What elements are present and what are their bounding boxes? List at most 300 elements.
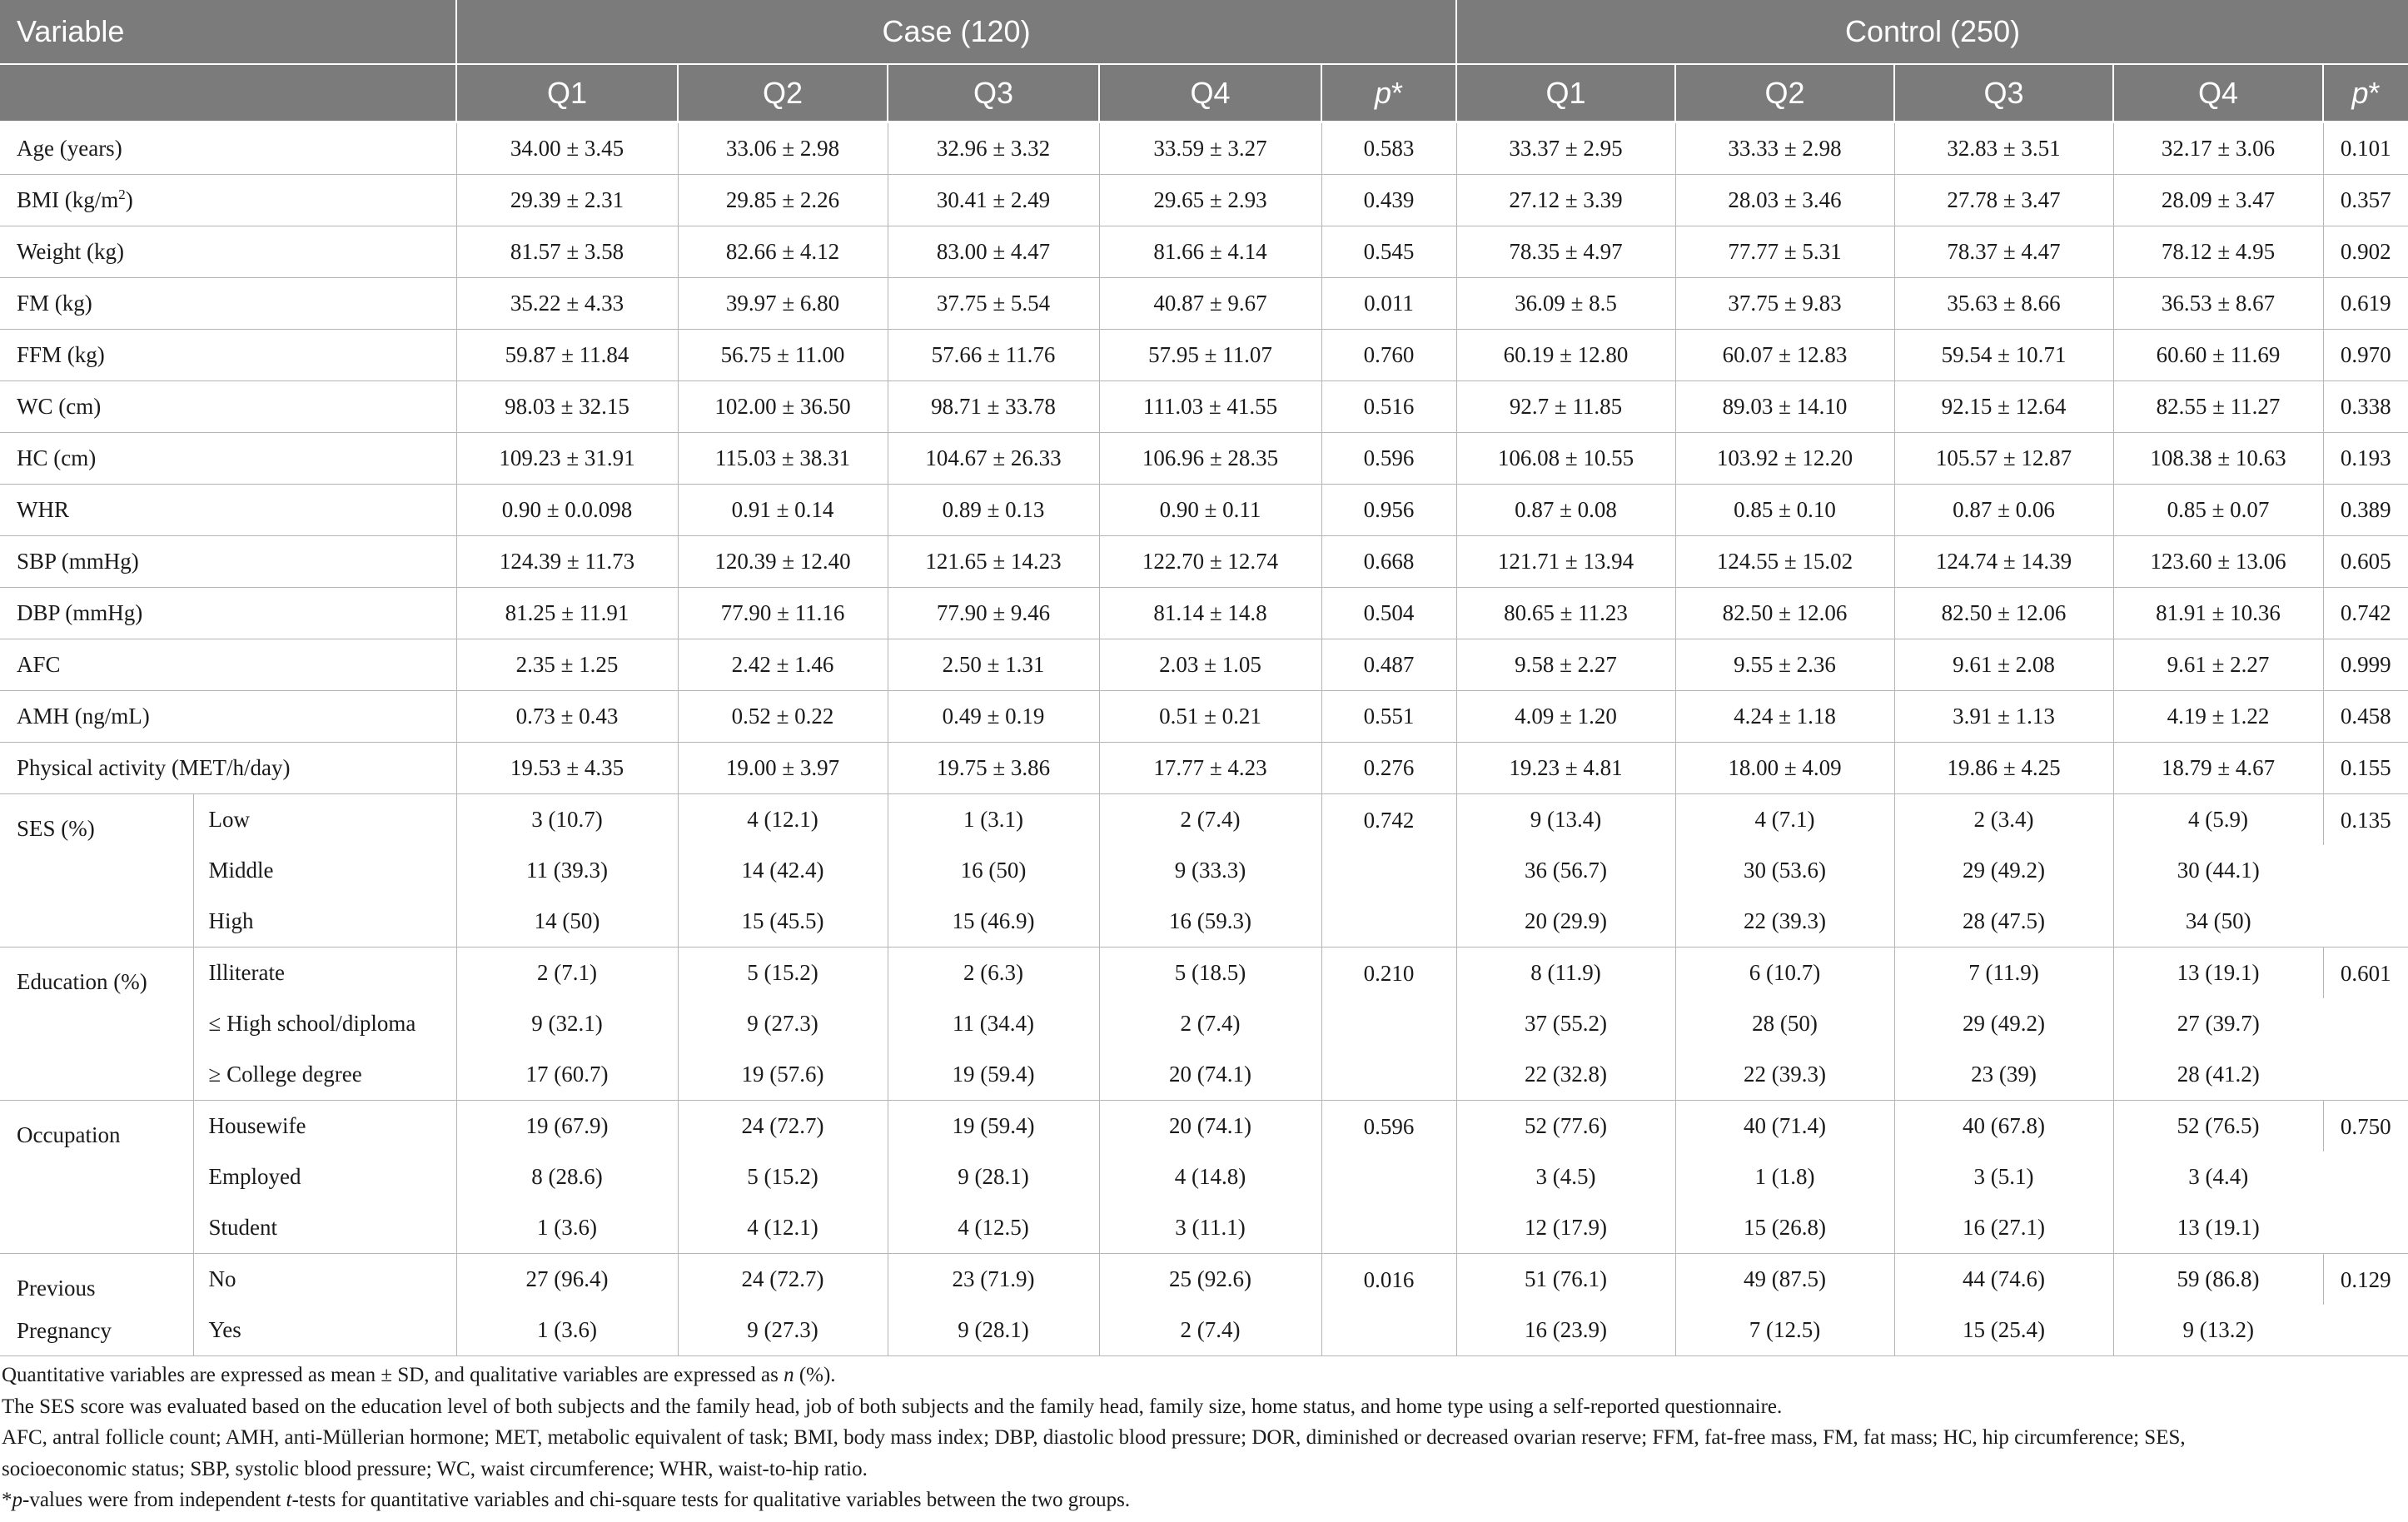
case-q1-cell: 27 (96.4) (456, 1254, 678, 1306)
control-q2-cell: 0.85 ± 0.10 (1675, 485, 1894, 536)
control-p-cell: 0.999 (2323, 639, 2408, 691)
table-row (0, 691, 2408, 743)
control-q1-cell: 121.71 ± 13.94 (1456, 536, 1675, 588)
case-q4-cell: 2.03 ± 1.05 (1099, 639, 1321, 691)
control-p-cell: 0.129 (2323, 1254, 2408, 1356)
header-row-groups (0, 0, 2408, 64)
footnote-1: Quantitative variables are expressed as mean ± SD, and qualitative variables are expressed as n (%). (2, 1364, 836, 1386)
case-p-cell: 0.742 (1321, 794, 1456, 948)
control-q4-cell: 4 (5.9) (2113, 794, 2323, 846)
group-label: Previous Pregnancy (0, 1254, 193, 1356)
table-row (0, 1202, 2408, 1254)
row-label: HC (cm) (0, 433, 456, 485)
group-label: Occupation (0, 1101, 193, 1254)
case-q1-cell: 34.00 ± 3.45 (456, 122, 678, 175)
control-q3-cell: 3.91 ± 1.13 (1894, 691, 2113, 743)
control-q3-cell: 124.74 ± 14.39 (1894, 536, 2113, 588)
control-q4-cell: 32.17 ± 3.06 (2113, 122, 2323, 175)
table-row (0, 485, 2408, 536)
sub-label: Employed (193, 1151, 456, 1202)
control-q1-cell: 60.19 ± 12.80 (1456, 330, 1675, 381)
control-p-cell: 0.101 (2323, 122, 2408, 175)
control-q3-cell: 29 (49.2) (1894, 845, 2113, 896)
header-control-p: p* (2323, 64, 2408, 122)
case-q1-cell: 0.73 ± 0.43 (456, 691, 678, 743)
case-q2-cell: 5 (15.2) (678, 948, 888, 999)
case-p-cell: 0.583 (1321, 122, 1456, 175)
control-q4-cell: 9 (13.2) (2113, 1305, 2323, 1356)
row-label: AFC (0, 639, 456, 691)
control-q3-cell: 29 (49.2) (1894, 998, 2113, 1049)
case-q2-cell: 15 (45.5) (678, 896, 888, 948)
header-case-p: p* (1321, 64, 1456, 122)
case-q3-cell: 4 (12.5) (888, 1202, 1099, 1254)
case-q3-cell: 30.41 ± 2.49 (888, 175, 1099, 226)
control-p-cell: 0.742 (2323, 588, 2408, 639)
control-q3-cell: 92.15 ± 12.64 (1894, 381, 2113, 433)
case-q3-cell: 16 (50) (888, 845, 1099, 896)
case-q3-cell: 19.75 ± 3.86 (888, 743, 1099, 794)
control-q1-cell: 8 (11.9) (1456, 948, 1675, 999)
control-q3-cell: 0.87 ± 0.06 (1894, 485, 2113, 536)
table-row (0, 948, 2408, 999)
case-p-cell: 0.956 (1321, 485, 1456, 536)
case-q4-cell: 20 (74.1) (1099, 1101, 1321, 1152)
table-row (0, 330, 2408, 381)
control-q2-cell: 1 (1.8) (1675, 1151, 1894, 1202)
case-q4-cell: 20 (74.1) (1099, 1049, 1321, 1101)
table-row (0, 175, 2408, 226)
control-q4-cell: 81.91 ± 10.36 (2113, 588, 2323, 639)
control-q2-cell: 6 (10.7) (1675, 948, 1894, 999)
case-q1-cell: 3 (10.7) (456, 794, 678, 846)
case-p-cell: 0.439 (1321, 175, 1456, 226)
row-label: SBP (mmHg) (0, 536, 456, 588)
control-p-cell: 0.605 (2323, 536, 2408, 588)
case-q1-cell: 35.22 ± 4.33 (456, 278, 678, 330)
case-q3-cell: 104.67 ± 26.33 (888, 433, 1099, 485)
sub-label: High (193, 896, 456, 948)
table-row (0, 1254, 2408, 1306)
case-q2-cell: 5 (15.2) (678, 1151, 888, 1202)
case-q4-cell: 40.87 ± 9.67 (1099, 278, 1321, 330)
case-p-cell: 0.504 (1321, 588, 1456, 639)
control-q3-cell: 15 (25.4) (1894, 1305, 2113, 1356)
control-q1-cell: 12 (17.9) (1456, 1202, 1675, 1254)
case-q2-cell: 120.39 ± 12.40 (678, 536, 888, 588)
case-q4-cell: 16 (59.3) (1099, 896, 1321, 948)
control-q4-cell: 30 (44.1) (2177, 858, 2260, 883)
control-q1-cell: 3 (4.5) (1456, 1151, 1675, 1202)
group-label: Education (%) (0, 948, 193, 1101)
case-q2-cell: 82.66 ± 4.12 (678, 226, 888, 278)
control-q3-cell: 16 (27.1) (1894, 1202, 2113, 1254)
sub-label: Student (193, 1202, 456, 1254)
control-q3-cell: 35.63 ± 8.66 (1894, 278, 2113, 330)
case-p-cell: 0.551 (1321, 691, 1456, 743)
control-q4-cell: 9.61 ± 2.27 (2113, 639, 2323, 691)
case-q2-cell: 19 (57.6) (678, 1049, 888, 1101)
control-q4-cell: 52 (76.5) (2113, 1101, 2323, 1152)
control-q1-cell: 27.12 ± 3.39 (1456, 175, 1675, 226)
row-label: FM (kg) (0, 278, 456, 330)
control-q2-cell: 28.03 ± 3.46 (1675, 175, 1894, 226)
control-q4-cell: 108.38 ± 10.63 (2113, 433, 2323, 485)
case-q4-cell: 111.03 ± 41.55 (1099, 381, 1321, 433)
header-case-q1: Q1 (456, 64, 678, 122)
control-q3-cell: 3 (5.1) (1894, 1151, 2113, 1202)
header-row-quartiles (0, 64, 2408, 122)
case-q3-cell: 57.66 ± 11.76 (888, 330, 1099, 381)
case-q1-cell: 98.03 ± 32.15 (456, 381, 678, 433)
case-q1-cell: 1 (3.6) (456, 1202, 678, 1254)
case-p-cell: 0.596 (1321, 1101, 1456, 1254)
control-q1-cell: 106.08 ± 10.55 (1456, 433, 1675, 485)
control-q2-cell: 22 (39.3) (1675, 896, 1894, 948)
case-q1-cell: 59.87 ± 11.84 (456, 330, 678, 381)
sub-label: Housewife (193, 1101, 456, 1152)
control-q1-cell: 4.09 ± 1.20 (1456, 691, 1675, 743)
case-q3-cell: 9 (28.1) (888, 1305, 1099, 1356)
control-q1-cell: 0.87 ± 0.08 (1456, 485, 1675, 536)
table-body (0, 122, 2408, 1356)
case-q2-cell: 24 (72.7) (678, 1254, 888, 1306)
control-p-cell: 0.193 (2323, 433, 2408, 485)
control-q1-cell: 80.65 ± 11.23 (1456, 588, 1675, 639)
control-q1-cell: 9 (13.4) (1456, 794, 1675, 846)
control-q1-cell: 19.23 ± 4.81 (1456, 743, 1675, 794)
case-q1-cell: 17 (60.7) (456, 1049, 678, 1101)
case-q4-cell: 57.95 ± 11.07 (1099, 330, 1321, 381)
row-label: FFM (kg) (0, 330, 456, 381)
row-label: WHR (0, 485, 456, 536)
control-q1-cell: 16 (23.9) (1456, 1305, 1675, 1356)
control-q4-cell: 27 (39.7) (2177, 1011, 2260, 1036)
table-row (0, 896, 2408, 948)
control-q3-cell: 9.61 ± 2.08 (1894, 639, 2113, 691)
header-case-q2: Q2 (678, 64, 888, 122)
case-p-cell: 0.516 (1321, 381, 1456, 433)
sub-label: No (193, 1254, 456, 1306)
table-row (0, 998, 2408, 1049)
case-q2-cell: 39.97 ± 6.80 (678, 278, 888, 330)
control-q1-cell: 36 (56.7) (1456, 845, 1675, 896)
case-q1-cell: 19 (67.9) (456, 1101, 678, 1152)
header-case-q3: Q3 (888, 64, 1099, 122)
control-q3-cell: 32.83 ± 3.51 (1894, 122, 2113, 175)
control-q1-cell: 78.35 ± 4.97 (1456, 226, 1675, 278)
header-control-q3: Q3 (1894, 64, 2113, 122)
control-q3-cell: 44 (74.6) (1894, 1254, 2113, 1306)
control-q3-cell: 82.50 ± 12.06 (1894, 588, 2113, 639)
case-q2-cell: 0.91 ± 0.14 (678, 485, 888, 536)
case-q3-cell: 77.90 ± 9.46 (888, 588, 1099, 639)
control-q4-cell: 0.85 ± 0.07 (2113, 485, 2323, 536)
control-q2-cell: 22 (39.3) (1675, 1049, 1894, 1101)
case-q1-cell: 0.90 ± 0.0.098 (456, 485, 678, 536)
footnote-4: socioeconomic status; SBP, systolic blood pressure; WC, waist circumference; WHR, waist-to-hip ratio. (2, 1457, 868, 1480)
case-q1-cell: 9 (32.1) (456, 998, 678, 1049)
case-q1-cell: 2.35 ± 1.25 (456, 639, 678, 691)
case-q3-cell: 37.75 ± 5.54 (888, 278, 1099, 330)
case-q1-cell: 11 (39.3) (456, 845, 678, 896)
case-q1-cell: 8 (28.6) (456, 1151, 678, 1202)
case-p-cell: 0.545 (1321, 226, 1456, 278)
control-q4-cell: 59 (86.8) (2113, 1254, 2323, 1306)
sub-label: Middle (193, 845, 456, 896)
control-q3-cell: 23 (39) (1894, 1049, 2113, 1101)
case-q4-cell: 0.51 ± 0.21 (1099, 691, 1321, 743)
control-q3-cell: 7 (11.9) (1894, 948, 2113, 999)
control-q1-cell: 52 (77.6) (1456, 1101, 1675, 1152)
control-q2-cell: 9.55 ± 2.36 (1675, 639, 1894, 691)
table-row (0, 122, 2408, 175)
case-q3-cell: 15 (46.9) (888, 896, 1099, 948)
case-q4-cell: 2 (7.4) (1099, 998, 1321, 1049)
case-q4-cell: 4 (14.8) (1099, 1151, 1321, 1202)
case-q4-cell: 5 (18.5) (1099, 948, 1321, 999)
header-blank (0, 64, 456, 122)
control-q1-cell: 9.58 ± 2.27 (1456, 639, 1675, 691)
case-q3-cell: 32.96 ± 3.32 (888, 122, 1099, 175)
table-row (0, 536, 2408, 588)
row-label: Weight (kg) (0, 226, 456, 278)
case-q2-cell: 4 (12.1) (678, 1202, 888, 1254)
case-q3-cell: 121.65 ± 14.23 (888, 536, 1099, 588)
row-label: DBP (mmHg) (0, 588, 456, 639)
case-q2-cell: 0.52 ± 0.22 (678, 691, 888, 743)
control-q4-cell: 34 (50) (2113, 896, 2323, 948)
case-p-cell: 0.596 (1321, 433, 1456, 485)
case-q3-cell: 98.71 ± 33.78 (888, 381, 1099, 433)
control-q2-cell: 49 (87.5) (1675, 1254, 1894, 1306)
control-q4-cell: 78.12 ± 4.95 (2113, 226, 2323, 278)
table-row (0, 1305, 2408, 1356)
case-q4-cell: 25 (92.6) (1099, 1254, 1321, 1306)
header-control-q2: Q2 (1675, 64, 1894, 122)
case-q4-cell: 9 (33.3) (1099, 845, 1321, 896)
case-q4-cell: 2 (7.4) (1099, 1305, 1321, 1356)
case-q3-cell: 9 (28.1) (888, 1151, 1099, 1202)
case-p-cell: 0.760 (1321, 330, 1456, 381)
control-q2-cell: 15 (26.8) (1675, 1202, 1894, 1254)
control-q4-cell: 3 (4.4) (2188, 1164, 2249, 1189)
control-q2-cell: 40 (71.4) (1675, 1101, 1894, 1152)
case-q1-cell: 14 (50) (456, 896, 678, 948)
case-q2-cell: 19.00 ± 3.97 (678, 743, 888, 794)
control-p-cell: 0.902 (2323, 226, 2408, 278)
control-q2-cell: 82.50 ± 12.06 (1675, 588, 1894, 639)
control-p-cell: 0.389 (2323, 485, 2408, 536)
sub-label: Yes (193, 1305, 456, 1356)
control-q1-cell: 37 (55.2) (1456, 998, 1675, 1049)
control-q1-cell: 22 (32.8) (1456, 1049, 1675, 1101)
control-q2-cell: 4.24 ± 1.18 (1675, 691, 1894, 743)
control-q4-cell: 18.79 ± 4.67 (2113, 743, 2323, 794)
header-control-q4: Q4 (2113, 64, 2323, 122)
control-p-cell: 0.155 (2323, 743, 2408, 794)
case-p-cell: 0.668 (1321, 536, 1456, 588)
table-row (0, 278, 2408, 330)
control-p-cell: 0.970 (2323, 330, 2408, 381)
footnotes (0, 1356, 2408, 1516)
case-q2-cell: 77.90 ± 11.16 (678, 588, 888, 639)
control-q2-cell: 7 (12.5) (1675, 1305, 1894, 1356)
case-q2-cell: 29.85 ± 2.26 (678, 175, 888, 226)
control-q4-cell: 28.09 ± 3.47 (2113, 175, 2323, 226)
case-q4-cell: 81.14 ± 14.8 (1099, 588, 1321, 639)
row-label: BMI $(kg/m^2)$ (0, 175, 456, 226)
control-q3-cell: 27.78 ± 3.47 (1894, 175, 2113, 226)
control-q2-cell: 18.00 ± 4.09 (1675, 743, 1894, 794)
table-row (0, 588, 2408, 639)
control-q3-cell: 105.57 ± 12.87 (1894, 433, 2113, 485)
control-q2-cell: 89.03 ± 14.10 (1675, 381, 1894, 433)
sub-label: Illiterate (193, 948, 456, 999)
control-q3-cell: 59.54 ± 10.71 (1894, 330, 2113, 381)
case-q4-cell: 106.96 ± 28.35 (1099, 433, 1321, 485)
header-case-q4: Q4 (1099, 64, 1321, 122)
case-p-cell: 0.487 (1321, 639, 1456, 691)
footnote-2: The SES score was evaluated based on the education level of both subjects and the family head, job of both subjects and the family head, family size, home status, and home type using a self-reported questionnaire. (2, 1395, 1783, 1418)
case-q3-cell: 1 (3.1) (888, 794, 1099, 846)
control-q4-cell: 36.53 ± 8.67 (2113, 278, 2323, 330)
row-label: Age (years) (0, 122, 456, 175)
case-q4-cell: 81.66 ± 4.14 (1099, 226, 1321, 278)
row-label: WC (cm) (0, 381, 456, 433)
case-q4-cell: 29.65 ± 2.93 (1099, 175, 1321, 226)
table-row (0, 1101, 2408, 1152)
control-p-cell: 0.135 (2323, 794, 2408, 948)
table-row (0, 743, 2408, 794)
table-row (0, 433, 2408, 485)
case-q3-cell: 0.89 ± 0.13 (888, 485, 1099, 536)
control-q4-cell: 28 (41.2) (2113, 1049, 2323, 1101)
table-row (0, 1151, 2408, 1202)
control-p-cell: 0.750 (2323, 1101, 2408, 1254)
table-row (0, 381, 2408, 433)
sub-label: ≥ College degree (193, 1049, 456, 1101)
control-q4-cell: 13 (19.1) (2113, 948, 2323, 999)
case-q3-cell: 19 (59.4) (888, 1049, 1099, 1101)
case-p-cell: 0.210 (1321, 948, 1456, 1101)
case-p-cell: 0.016 (1321, 1254, 1456, 1356)
table-row (0, 794, 2408, 846)
case-q1-cell: 1 (3.6) (456, 1305, 678, 1356)
table-row (0, 1049, 2408, 1101)
control-p-cell: 0.357 (2323, 175, 2408, 226)
case-q2-cell: 9 (27.3) (678, 998, 888, 1049)
case-q3-cell: 23 (71.9) (888, 1254, 1099, 1306)
control-q4-cell: 123.60 ± 13.06 (2113, 536, 2323, 588)
case-q4-cell: 0.90 ± 0.11 (1099, 485, 1321, 536)
header-control-q1: Q1 (1456, 64, 1675, 122)
case-q2-cell: 102.00 ± 36.50 (678, 381, 888, 433)
control-q4-cell: 82.55 ± 11.27 (2113, 381, 2323, 433)
table-row (0, 845, 2408, 896)
control-q2-cell: 30 (53.6) (1675, 845, 1894, 896)
control-q2-cell: 77.77 ± 5.31 (1675, 226, 1894, 278)
case-q1-cell: 109.23 ± 31.91 (456, 433, 678, 485)
control-q2-cell: 103.92 ± 12.20 (1675, 433, 1894, 485)
case-q1-cell: 81.25 ± 11.91 (456, 588, 678, 639)
case-q1-cell: 124.39 ± 11.73 (456, 536, 678, 588)
control-q2-cell: 37.75 ± 9.83 (1675, 278, 1894, 330)
case-q1-cell: 29.39 ± 2.31 (456, 175, 678, 226)
control-q2-cell: 28 (50) (1675, 998, 1894, 1049)
control-q2-cell: 60.07 ± 12.83 (1675, 330, 1894, 381)
case-q2-cell: 24 (72.7) (678, 1101, 888, 1152)
case-q3-cell: 0.49 ± 0.19 (888, 691, 1099, 743)
case-p-cell: 0.011 (1321, 278, 1456, 330)
control-q3-cell: 19.86 ± 4.25 (1894, 743, 2113, 794)
footnote-5: *p-values were from independent t-tests for quantitative variables and chi-square tests for qualitative variables between the two groups. (2, 1489, 1131, 1511)
table-row (0, 226, 2408, 278)
case-q1-cell: 81.57 ± 3.58 (456, 226, 678, 278)
case-p-cell: 0.276 (1321, 743, 1456, 794)
control-p-cell: 0.601 (2323, 948, 2408, 1101)
case-q4-cell: 3 (11.1) (1099, 1202, 1321, 1254)
header-case-group: Case (120) (456, 0, 1456, 64)
control-q2-cell: 124.55 ± 15.02 (1675, 536, 1894, 588)
row-label: AMH (ng/mL) (0, 691, 456, 743)
control-q1-cell: 92.7 ± 11.85 (1456, 381, 1675, 433)
control-q4-cell: 13 (19.1) (2113, 1202, 2323, 1254)
case-q1-cell: 2 (7.1) (456, 948, 678, 999)
case-q3-cell: 19 (59.4) (888, 1101, 1099, 1152)
case-q3-cell: 2.50 ± 1.31 (888, 639, 1099, 691)
control-q2-cell: 33.33 ± 2.98 (1675, 122, 1894, 175)
header-variable: Variable (0, 0, 456, 64)
case-q2-cell: 4 (12.1) (678, 794, 888, 846)
case-q4-cell: 17.77 ± 4.23 (1099, 743, 1321, 794)
case-q4-cell: 122.70 ± 12.74 (1099, 536, 1321, 588)
control-q1-cell: 20 (29.9) (1456, 896, 1675, 948)
control-q4-cell: 60.60 ± 11.69 (2113, 330, 2323, 381)
control-q1-cell: 51 (76.1) (1456, 1254, 1675, 1306)
control-p-cell: 0.458 (2323, 691, 2408, 743)
control-p-cell: 0.338 (2323, 381, 2408, 433)
case-q2-cell: 56.75 ± 11.00 (678, 330, 888, 381)
row-label: Physical activity (MET/h/day) (0, 743, 456, 794)
control-q1-cell: 33.37 ± 2.95 (1456, 122, 1675, 175)
case-q1-cell: 19.53 ± 4.35 (456, 743, 678, 794)
case-q4-cell: 2 (7.4) (1099, 794, 1321, 846)
header-control-group: Control (250) (1456, 0, 2408, 64)
control-q3-cell: 28 (47.5) (1894, 896, 2113, 948)
footnote-3: AFC, antral follicle count; AMH, anti-Müllerian hormone; MET, metabolic equivalent of task; BMI, body mass index; DBP, diastolic blood pressure; DOR, diminished or decreased ovarian reserve; FFM, fat-free mass, FM, fat mass; HC, hip circumference; SES, (2, 1426, 2186, 1449)
control-q4-cell: 4.19 ± 1.22 (2113, 691, 2323, 743)
case-q3-cell: 83.00 ± 4.47 (888, 226, 1099, 278)
control-q2-cell: 4 (7.1) (1675, 794, 1894, 846)
case-q2-cell: 14 (42.4) (678, 845, 888, 896)
control-q3-cell: 2 (3.4) (1894, 794, 2113, 846)
group-label: SES (%) (0, 794, 193, 948)
case-q2-cell: 2.42 ± 1.46 (678, 639, 888, 691)
case-q3-cell: 2 (6.3) (888, 948, 1099, 999)
case-q4-cell: 33.59 ± 3.27 (1099, 122, 1321, 175)
sub-label: Low (193, 794, 456, 846)
control-q3-cell: 78.37 ± 4.47 (1894, 226, 2113, 278)
case-q2-cell: 33.06 ± 2.98 (678, 122, 888, 175)
sub-label: ≤ High school/diploma (193, 998, 456, 1049)
case-q3-cell: 11 (34.4) (888, 998, 1099, 1049)
control-q1-cell: 36.09 ± 8.5 (1456, 278, 1675, 330)
table-row (0, 639, 2408, 691)
case-q2-cell: 9 (27.3) (678, 1305, 888, 1356)
control-q3-cell: 40 (67.8) (1894, 1101, 2113, 1152)
case-q2-cell: 115.03 ± 38.31 (678, 433, 888, 485)
